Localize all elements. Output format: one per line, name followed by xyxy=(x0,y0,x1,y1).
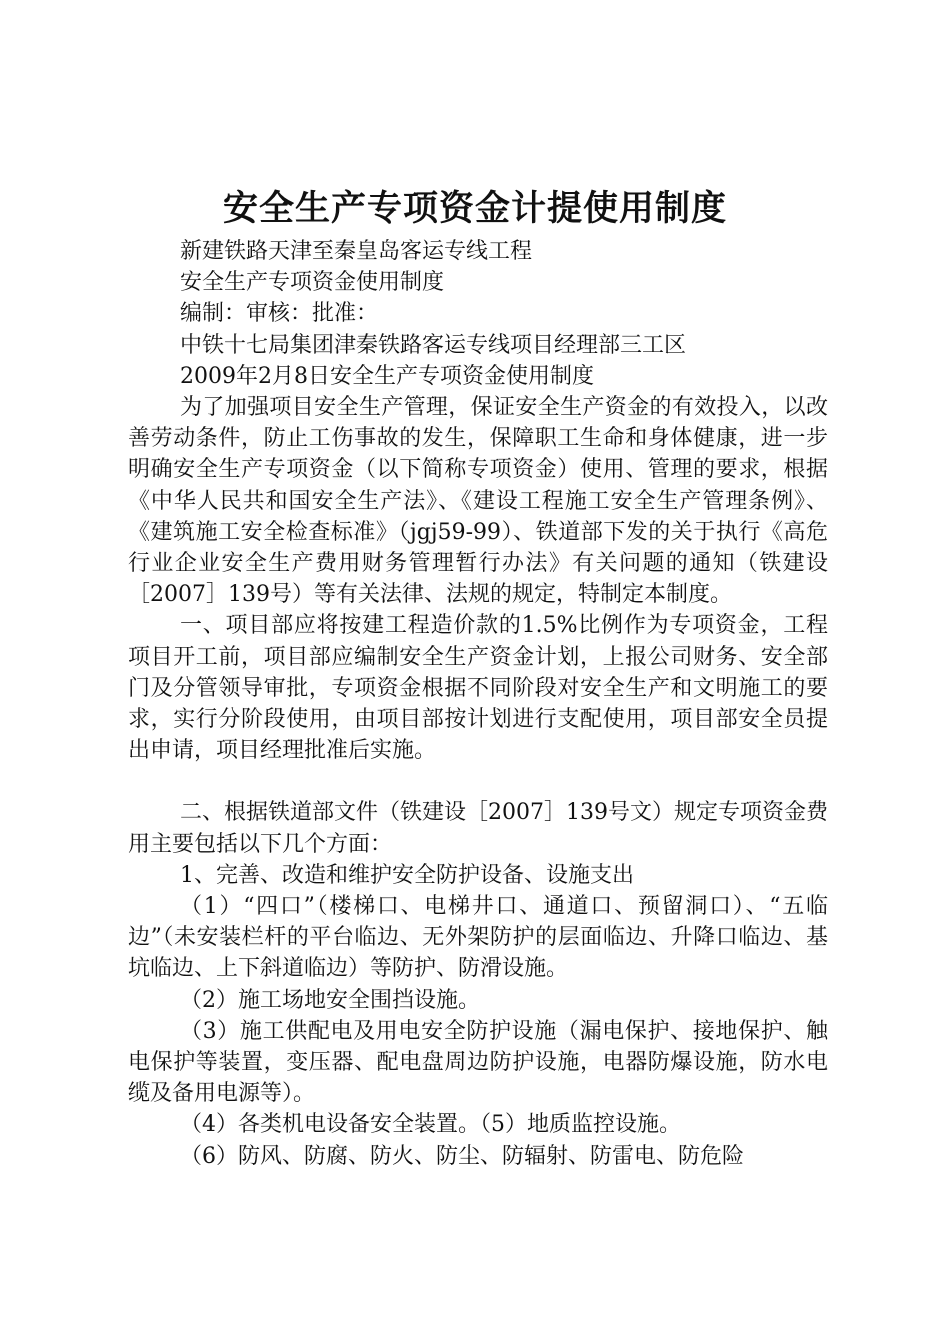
paragraph-subitem-two: （2）施工场地安全围挡设施。 xyxy=(180,987,480,1013)
header-line-organization: 中铁十七局集团津秦铁路客运专线项目经理部三工区 xyxy=(180,332,687,358)
paragraph-intro: 为了加强项目安全生产管理，保证安全生产资金的有效投入，以改善劳动条件，防止工伤事故的发生，保障职工生命和身体健康，进一步明确安全生产专项资金（以下简称专项资金）使用、管理的要求，根据《中华人民共和国安全生产法》、《建设工程施工安全生产管理条例》、《建筑施工安全检查标准》（jgj59-99）、铁道部下发的关于执行《高危行业企业安全生产费用财务管理暂行办法》有关问题的通知（铁建设［2007］139号）等有关法律、法规的规定，特制定本制度。 xyxy=(128,395,828,608)
header-line-date: 2009年2月8日安全生产专项资金使用制度 xyxy=(180,363,594,389)
header-line-system: 安全生产专项资金使用制度 xyxy=(180,270,445,296)
paragraph-subitem-three: （3）施工供配电及用电安全防护设施（漏电保护、接地保护、触电保护等装置，变压器、配电盘周边防护设施，电器防爆设施，防水电缆及备用电源等）。 xyxy=(128,1018,828,1107)
paragraph-subitem-four-five: （4）各类机电设备安全装置。（5）地质监控设施。 xyxy=(180,1112,681,1138)
header-line-project: 新建铁路天津至秦皇岛客运专线工程 xyxy=(180,239,533,264)
paragraph-section-one: 一、项目部应将按建工程造价款的1.5%比例作为专项资金，工程项目开工前，项目部应编制安全生产资金计划，上报公司财务、安全部门及分管领导审批，专项资金根据不同阶段对安全生产和文明施工的要求，实行分阶段使用，由项目部按计划进行支配使用，项目部安全员提出申请，项目经理批准后实施。 xyxy=(128,613,828,764)
paragraph-subitem-one: （1）“四口”（楼梯口、电梯井口、通道口、预留洞口）、“五临边”（未安装栏杆的平台临边、无外架防护的层面临边、升降口临边、基坑临边、上下斜道临边）等防护、防滑设施。 xyxy=(128,894,828,982)
paragraph-item-one: 1、完善、改造和维护安全防护设备、设施支出 xyxy=(180,862,634,888)
document-title: 安全生产专项资金计提使用制度 xyxy=(222,188,727,229)
paragraph-section-two: 二、根据铁道部文件（铁建设［2007］139号文）规定专项资金费用主要包括以下几个方面： xyxy=(128,800,828,857)
paragraph-subitem-six: （6）防风、防腐、防火、防尘、防辐射、防雷电、防危险 xyxy=(180,1143,744,1169)
header-line-signoff: 编制：审核：批准： xyxy=(180,301,379,327)
document-body xyxy=(128,236,828,1172)
